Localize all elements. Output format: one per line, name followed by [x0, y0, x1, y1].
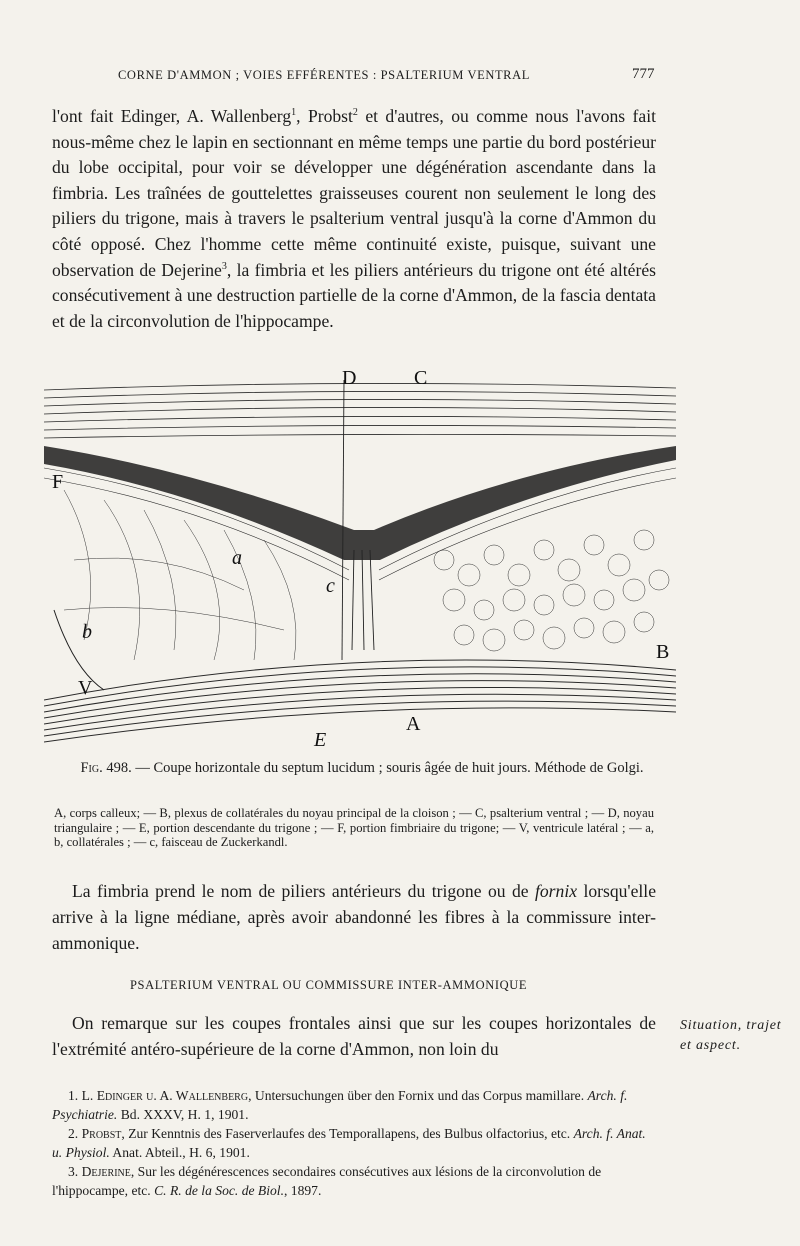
paragraph-1: [52, 104, 656, 334]
footnote-1-num: 1.: [68, 1088, 82, 1103]
para2-italic-term: fornix: [535, 881, 578, 901]
footnote-ref-1: 1: [291, 107, 297, 119]
label-b: b: [82, 621, 92, 643]
para3-text: On remarque sur les coupes frontales ainsi que sur les coupes horizontales de l'extrémité antéro-supérieure de la corne d'Ammon, non loin du: [52, 1013, 656, 1059]
footnote-3-authors: Dejerine,: [81, 1164, 135, 1179]
footnotes: [52, 1086, 656, 1200]
running-title: CORNE D'AMMON ; VOIES EFFÉRENTES : PSALTERIUM VENTRAL: [118, 68, 530, 82]
label-b-upper: B: [656, 641, 670, 663]
figure-number: Fig. 498.: [80, 760, 132, 776]
footnote-2: [52, 1124, 656, 1162]
footnote-3: [52, 1162, 656, 1200]
figure-caption: [72, 760, 652, 777]
footnote-3-journal: C. R. de la Soc. de Biol.: [154, 1183, 284, 1198]
para1-text-b: , Probst: [296, 106, 353, 126]
paragraph-2: [52, 878, 656, 956]
septum-section-drawing: [44, 360, 676, 752]
label-d: D: [342, 367, 357, 389]
footnote-1-authors: L. Edinger u. A. Wallenberg,: [81, 1088, 252, 1103]
para2-text-b: lorsqu'elle arrive à la ligne médiane, après avoir abandonné les fibres à la commissure inter-ammonique.: [52, 881, 656, 953]
footnote-2-journal: Arch. f. Anat. u. Physiol.: [52, 1126, 646, 1160]
label-f: F: [52, 471, 64, 493]
page-number: 777: [632, 66, 655, 82]
footnote-1-tail: Bd. XXXV, H. 1, 1901.: [117, 1107, 249, 1122]
footnote-2-num: 2.: [68, 1126, 82, 1141]
footnote-ref-2: 2: [352, 107, 358, 119]
para1-text-d: , la fimbria et les piliers antérieurs du trigone ont été altérés consécutivement à une destruction partielle de la corne d'Ammon, de la fascia dentata et de la circonvolution de l'hippocampe.: [52, 259, 656, 331]
footnote-3-tail: , 1897.: [283, 1183, 322, 1198]
label-a-upper: A: [406, 713, 421, 735]
footnote-2-authors: Probst,: [81, 1126, 125, 1141]
footnote-1-title: Untersuchungen über den Fornix und das Corpus mamillare.: [251, 1088, 588, 1103]
footnote-1: [52, 1086, 656, 1124]
footnote-1-journal: Arch. f. Psychiatrie.: [52, 1088, 628, 1122]
para1-text-a: l'ont fait Edinger, A. Wallenberg: [52, 106, 292, 126]
footnote-ref-3: 3: [221, 260, 227, 272]
footnote-3-title: Sur les dégénérescences secondaires consécutives aux lésions de la circonvolution de l'hippocampe, etc.: [52, 1164, 602, 1198]
label-c-lower: c: [326, 575, 335, 597]
label-e: E: [314, 729, 327, 751]
section-heading: PSALTERIUM VENTRAL OU COMMISSURE INTER-AMMONIQUE: [130, 978, 528, 992]
label-v: V: [78, 677, 93, 699]
margin-note: Situation, trajet et aspect.: [680, 1018, 782, 1053]
figure-legend: A, corps calleux; — B, plexus de collatérales du noyau principal de la cloison ; — C, psalterium ventral ; — D, noyau triangulaire ; — E, portion descendante du trigone ; — F, portion fimbriaire du trigone; — V, ventricule latéral ; — a, b, collatérales ; — c, faisceau de Zuckerkandl.: [54, 806, 654, 849]
label-c: C: [414, 367, 428, 389]
footnote-2-title: Zur Kenntnis des Faserverlaufes des Temporallapens, des Bulbus olfactorius, etc.: [124, 1126, 574, 1141]
paragraph-3: [52, 1010, 656, 1062]
para1-text-c: et d'autres, ou comme nous l'avons fait nous-même chez le lapin en sectionnant en même temps une partie du bord postérieur du lobe occipital, pour voir se développer une dégénération ascendante dans la fimbria. Les traînées de gouttelettes graisseuses courent non seulement le long des piliers du trigone, mais à travers le psalterium ventral jusqu'à la corne d'Ammon du côté opposé. Chez l'homme cette même continuité existe, puisque, suivant une observation de Dejerine: [52, 106, 656, 280]
footnote-3-num: 3.: [68, 1164, 82, 1179]
label-a: a: [232, 547, 242, 569]
running-head: [118, 68, 658, 83]
footnote-2-tail: Anat. Abteil., H. 6, 1901.: [109, 1145, 250, 1160]
figure-498-illustration: [44, 360, 676, 752]
para2-text-a: La fimbria prend le nom de piliers antérieurs du trigone ou de: [72, 881, 535, 901]
figure-caption-text: — Coupe horizontale du septum lucidum ; souris âgée de huit jours. Méthode de Golgi.: [131, 760, 644, 776]
